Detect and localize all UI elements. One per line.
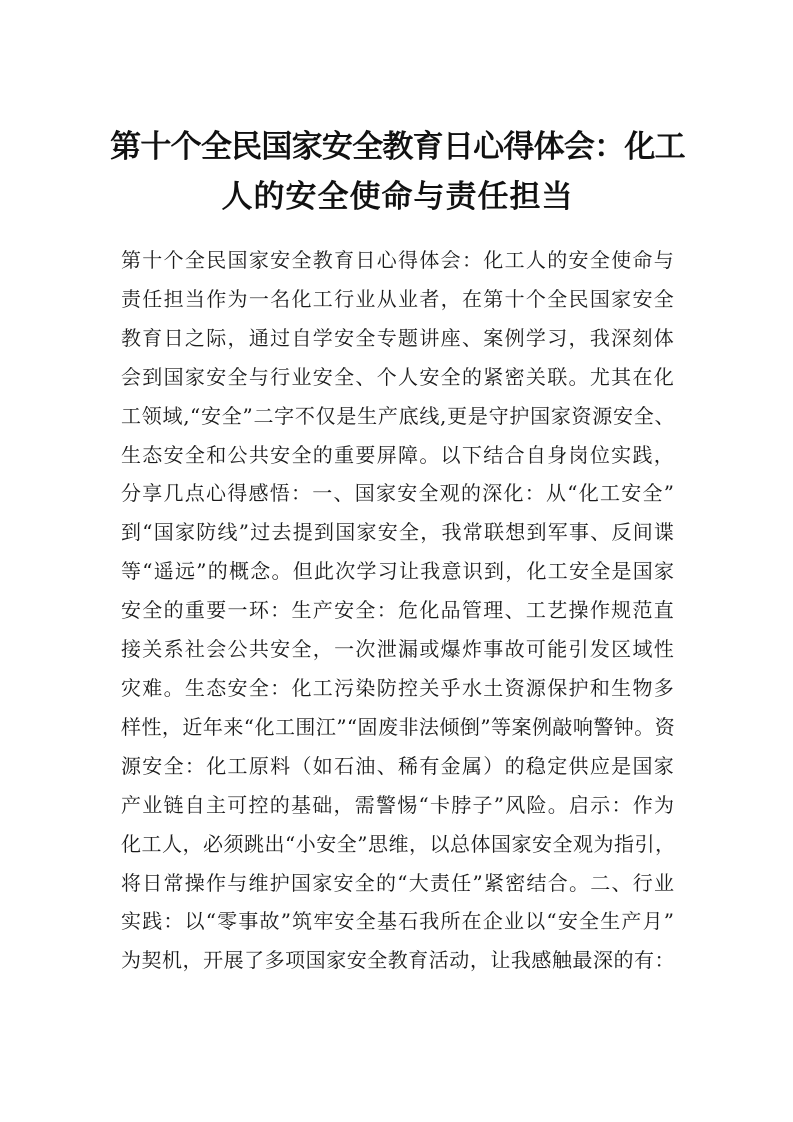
body-line: 源安全：化工原料（如石油、稀有金属）的稳定供应是国家 [121,753,675,778]
body-line: 为契机，开展了多项国家安全教育活动，让我感触最深的有： [121,948,675,973]
body-line: 到“国家防线”过去提到国家安全，我常联想到军事、反间谍 [121,520,676,545]
body-line: 责任担当作为一名化工行业从业者，在第十个全民国家安全 [121,286,675,311]
body-line: 第十个全民国家安全教育日心得体会：化工人的安全使命与 [121,248,675,272]
title-line: 人的安全使命与责任担当 [221,179,574,215]
body-line: 化工人，必须跳出“小安全”思维，以总体国家安全观为指引， [121,831,676,856]
body-line: 样性，近年来“化工围江”“固废非法倾倒”等案例敲响警钟。资 [121,714,675,739]
body-line: 等“遥远”的概念。但此次学习让我意识到，化工安全是国家 [121,559,676,584]
title-line: 第十个全民国家安全教育日心得体会：化工 [110,129,685,165]
body-line: 生态安全和公共安全的重要屏障。以下结合自身岗位实践， [121,442,675,467]
body-line: 接关系社会公共安全，一次泄漏或爆炸事故可能引发区域性 [121,637,675,662]
body-line: 工领域,“安全”二字不仅是生产底线,更是守护国家资源安全、 [121,403,675,428]
body-line: 将日常操作与维护国家安全的“大责任”紧密结合。二、行业 [121,870,676,895]
document-body [121,241,675,980]
document-title [110,122,685,222]
body-line: 教育日之际，通过自学安全专题讲座、案例学习，我深刻体 [121,325,675,350]
body-line: 会到国家安全与行业安全、个人安全的紧密关联。尤其在化 [121,364,675,389]
body-line: 分享几点心得感悟：一、国家安全观的深化：从“化工安全” [121,481,676,506]
body-line: 实践：以“零事故”筑牢安全基石我所在企业以“安全生产月” [121,909,675,934]
body-line: 安全的重要一环：生产安全：危化品管理、工艺操作规范直 [121,598,675,623]
body-line: 产业链自主可控的基础，需警惕“卡脖子”风险。启示：作为 [121,792,676,817]
body-line: 灾难。生态安全：化工污染防控关乎水土资源保护和生物多 [121,675,675,700]
